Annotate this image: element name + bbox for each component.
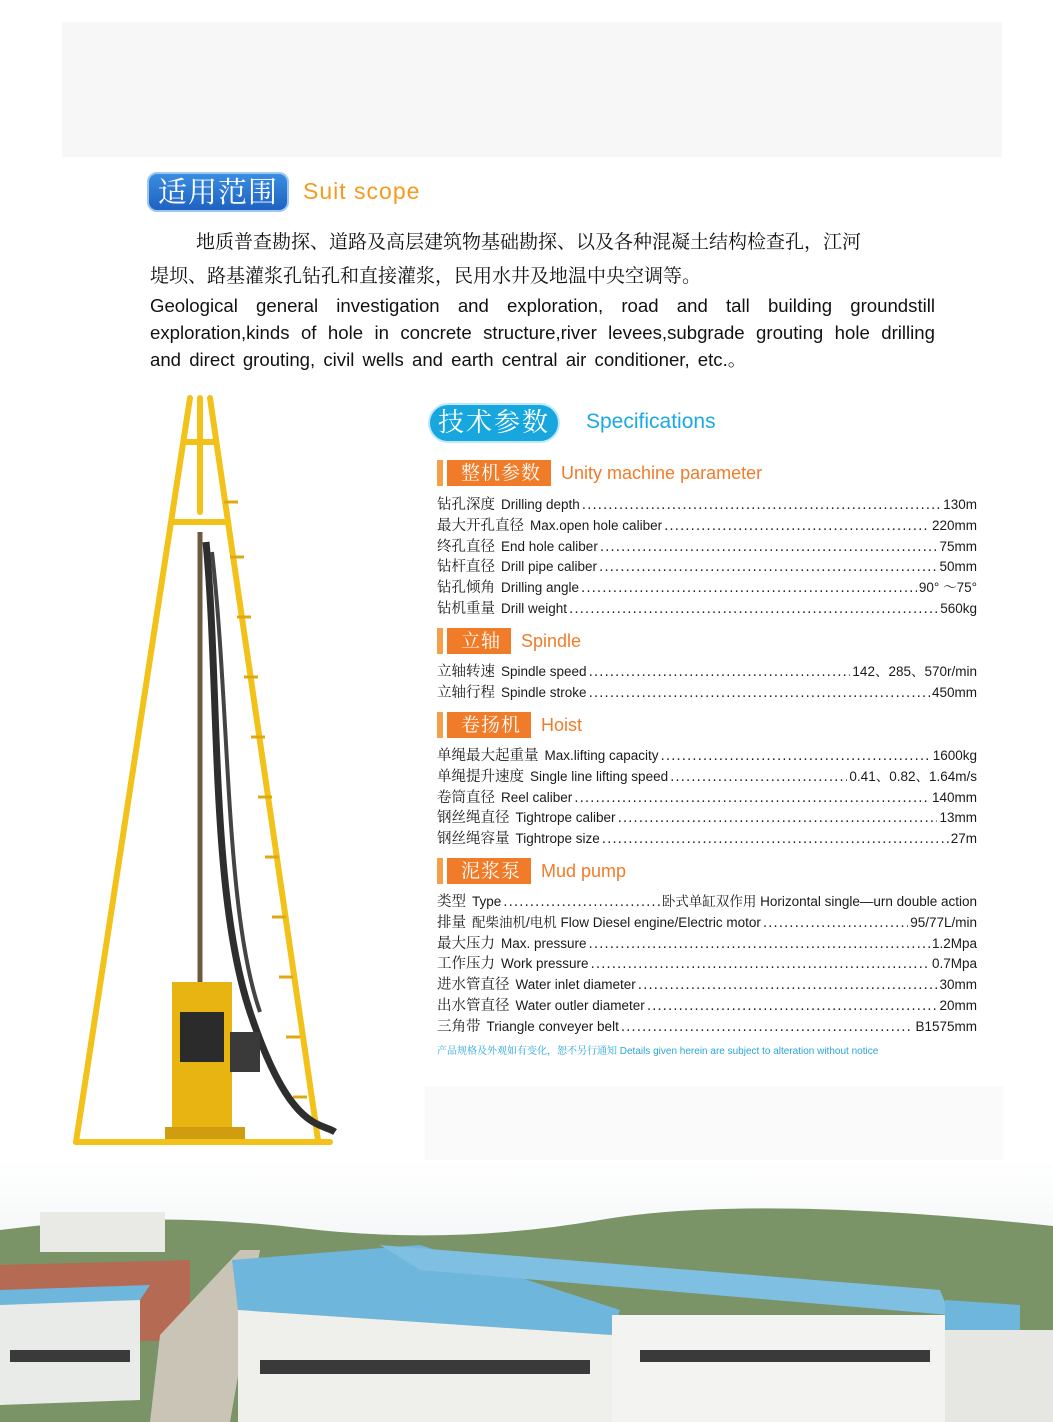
- spec-label-zh: 立轴转速: [437, 664, 495, 680]
- leader-dots: [574, 790, 930, 806]
- spec-row: [437, 890, 977, 911]
- spec-row: [437, 535, 977, 556]
- spec-value: 95/77L/min: [910, 914, 977, 930]
- spec-label-zh: 卷筒直径: [437, 789, 495, 806]
- spec-row: [437, 597, 977, 618]
- spec-row: [437, 765, 977, 786]
- spec-row: [437, 744, 977, 765]
- spec-row: [437, 932, 977, 953]
- spec-value: 27m: [950, 831, 977, 847]
- leader-dots: [600, 539, 938, 555]
- section-bar: [437, 460, 443, 486]
- section-hoist-rows: [437, 744, 977, 848]
- spec-label-zh: 进水管直径: [437, 977, 510, 994]
- spec-label-en: Tightrope size: [515, 831, 600, 847]
- spec-value: 1.2Mpa: [931, 935, 977, 951]
- spec-label-en: Max. pressure: [501, 935, 587, 951]
- spec-label-en: Spindle stroke: [501, 684, 587, 700]
- section-title-zh: 泥浆泵: [447, 858, 531, 884]
- section-bar: [437, 712, 443, 738]
- spec-label-zh: 终孔直径: [437, 538, 495, 555]
- spec-row: [437, 952, 977, 973]
- spec-value: 20mm: [939, 997, 977, 1013]
- leader-dots: [589, 936, 930, 952]
- spec-title-badge: 技术参数: [428, 403, 560, 443]
- section-mud-pump-header: [437, 858, 626, 884]
- disclaimer-note: 产品规格及外观如有变化，恕不另行通知 Details given herein are subject to alteration without notice: [437, 1046, 879, 1057]
- spec-row: [437, 806, 977, 827]
- spec-label-zh: 钻孔倾角: [437, 580, 495, 597]
- top-blank-band: [62, 22, 1002, 157]
- spec-label-en: Max.open hole caliber: [530, 517, 663, 533]
- spec-label-zh: 钻杆直径: [437, 559, 495, 576]
- spec-label-zh: 钢丝绳直径: [437, 810, 510, 827]
- leader-dots: [589, 664, 851, 680]
- spec-row: [437, 1015, 977, 1036]
- leader-dots: [503, 894, 660, 910]
- leader-dots: [581, 580, 917, 596]
- spec-label-en: Drill pipe caliber: [501, 559, 598, 575]
- spec-label-zh: 最大开孔直径: [437, 517, 524, 534]
- scope-description-zh: [150, 225, 940, 293]
- spec-row: [437, 514, 977, 535]
- scope-description-en: Geological general investigation and exploration, road and tall building groundstill exploration,kinds of hole in concrete structure,river levees,subgrade grouting hole drilling and direct grouting, civil wells and earth central air conditioner, etc.。: [150, 295, 935, 370]
- spec-value: 13mm: [939, 810, 977, 826]
- spec-value: 75mm: [939, 538, 977, 554]
- spec-label-en: Max.lifting capacity: [544, 748, 659, 763]
- scope-title-badge: 适用范围: [147, 172, 289, 212]
- spec-row: [437, 493, 977, 514]
- scope-zh-line-2: 堤坝、路基灌浆孔钻孔和直接灌浆，民用水井及地温中央空调等。: [150, 265, 702, 287]
- section-title-zh: 立轴: [447, 628, 511, 654]
- spec-value: 140mm: [931, 789, 977, 805]
- section-title-en: Hoist: [541, 714, 583, 735]
- spec-label-zh: 类型: [437, 894, 466, 910]
- spec-value: 0.7Mpa: [931, 956, 977, 972]
- spec-value: 卧式单缸双作用 Horizontal single—urn double action: [661, 894, 977, 909]
- spec-value: 30mm: [939, 977, 977, 993]
- spec-row: [437, 786, 977, 807]
- spec-row: [437, 973, 977, 994]
- section-hoist-header: [437, 712, 582, 738]
- section-unity-rows: [437, 493, 977, 618]
- spec-label-en: End hole caliber: [501, 538, 598, 554]
- spec-value: 220mm: [931, 517, 977, 533]
- leader-dots: [670, 769, 847, 785]
- spec-label-en: Reel caliber: [501, 789, 573, 805]
- scope-zh-line-1: 地质普查勘探、道路及高层建筑物基础勘探、以及各种混凝土结构检查孔，江河: [196, 231, 862, 253]
- spec-value: 130m: [943, 497, 977, 512]
- leader-dots: [582, 497, 941, 513]
- section-title-zh: 卷扬机: [447, 712, 531, 738]
- section-bar: [437, 858, 443, 884]
- factory-photo: [0, 1160, 1053, 1422]
- spec-value: 90° ～75°: [918, 580, 977, 596]
- spec-row: [437, 555, 977, 576]
- spec-label-en: 配柴油机/电机 Flow Diesel engine/Electric motor: [472, 914, 761, 930]
- spec-label-en: Drilling depth: [501, 497, 580, 512]
- leader-dots: [763, 915, 908, 931]
- spec-label-zh: 钻机重量: [437, 600, 495, 617]
- spec-label-en: Single line lifting speed: [530, 768, 669, 784]
- spec-row: [437, 994, 977, 1015]
- spec-label-en: Triangle conveyer belt: [486, 1018, 619, 1034]
- section-title-en: Mud pump: [541, 860, 627, 881]
- spec-label-en: Water outler diameter: [515, 997, 645, 1013]
- spec-label-zh: 单绳最大起重量: [437, 748, 539, 764]
- leader-dots: [618, 810, 938, 826]
- leader-dots: [589, 685, 930, 701]
- spec-row: [437, 911, 977, 932]
- leader-dots: [602, 831, 949, 847]
- section-bar: [437, 628, 443, 654]
- spec-row: [437, 827, 977, 848]
- scope-title-en: Suit scope: [303, 178, 421, 204]
- leader-dots: [664, 518, 930, 534]
- leader-dots: [647, 998, 938, 1014]
- spec-row: [437, 681, 977, 702]
- spec-label-zh: 出水管直径: [437, 997, 510, 1014]
- spec-label-zh: 三角带: [437, 1018, 481, 1035]
- leader-dots: [591, 956, 930, 972]
- spec-label-en: Type: [472, 894, 502, 909]
- spec-row: [437, 576, 977, 597]
- section-title-zh: 整机参数: [447, 460, 551, 486]
- leader-dots: [621, 1019, 914, 1035]
- section-unity-header: [437, 460, 762, 486]
- spec-label-zh: 工作压力: [437, 956, 495, 973]
- section-mud-pump-rows: [437, 890, 977, 1036]
- spec-value: 50mm: [939, 559, 977, 575]
- spec-label-zh: 排量: [437, 914, 466, 931]
- spec-row: [437, 660, 977, 681]
- spec-label-zh: 单绳提升速度: [437, 768, 524, 785]
- spec-value: 560kg: [940, 600, 977, 616]
- spec-label-zh: 最大压力: [437, 935, 495, 952]
- spec-label-zh: 立轴行程: [437, 684, 495, 701]
- section-spindle-header: [437, 628, 581, 654]
- spec-title-en: Specifications: [586, 410, 716, 433]
- section-spindle-rows: [437, 660, 977, 702]
- spec-value: B1575mm: [915, 1018, 977, 1034]
- leader-dots: [661, 748, 931, 764]
- spec-label-zh: 钢丝绳容量: [437, 831, 510, 848]
- spec-label-en: Tightrope caliber: [515, 810, 616, 826]
- spec-label-en: Work pressure: [501, 956, 589, 972]
- spec-label-en: Drilling angle: [501, 580, 580, 596]
- spec-value: 142、285、570r/min: [852, 664, 977, 679]
- spec-value: 0.41、0.82、1.64m/s: [849, 768, 977, 784]
- spec-label-en: Water inlet diameter: [515, 977, 636, 993]
- spec-value: 1600kg: [932, 748, 977, 763]
- drilling-rig-image: [60, 392, 350, 1152]
- leader-dots: [599, 559, 937, 575]
- spec-label-en: Drill weight: [501, 600, 568, 616]
- spec-label-zh: 钻孔深度: [437, 497, 495, 513]
- leader-dots: [569, 601, 938, 617]
- leader-dots: [638, 977, 938, 993]
- spec-label-en: Spindle speed: [501, 664, 587, 679]
- section-title-en: Unity machine parameter: [561, 462, 763, 483]
- spec-value: 450mm: [931, 684, 977, 700]
- section-title-en: Spindle: [521, 630, 582, 651]
